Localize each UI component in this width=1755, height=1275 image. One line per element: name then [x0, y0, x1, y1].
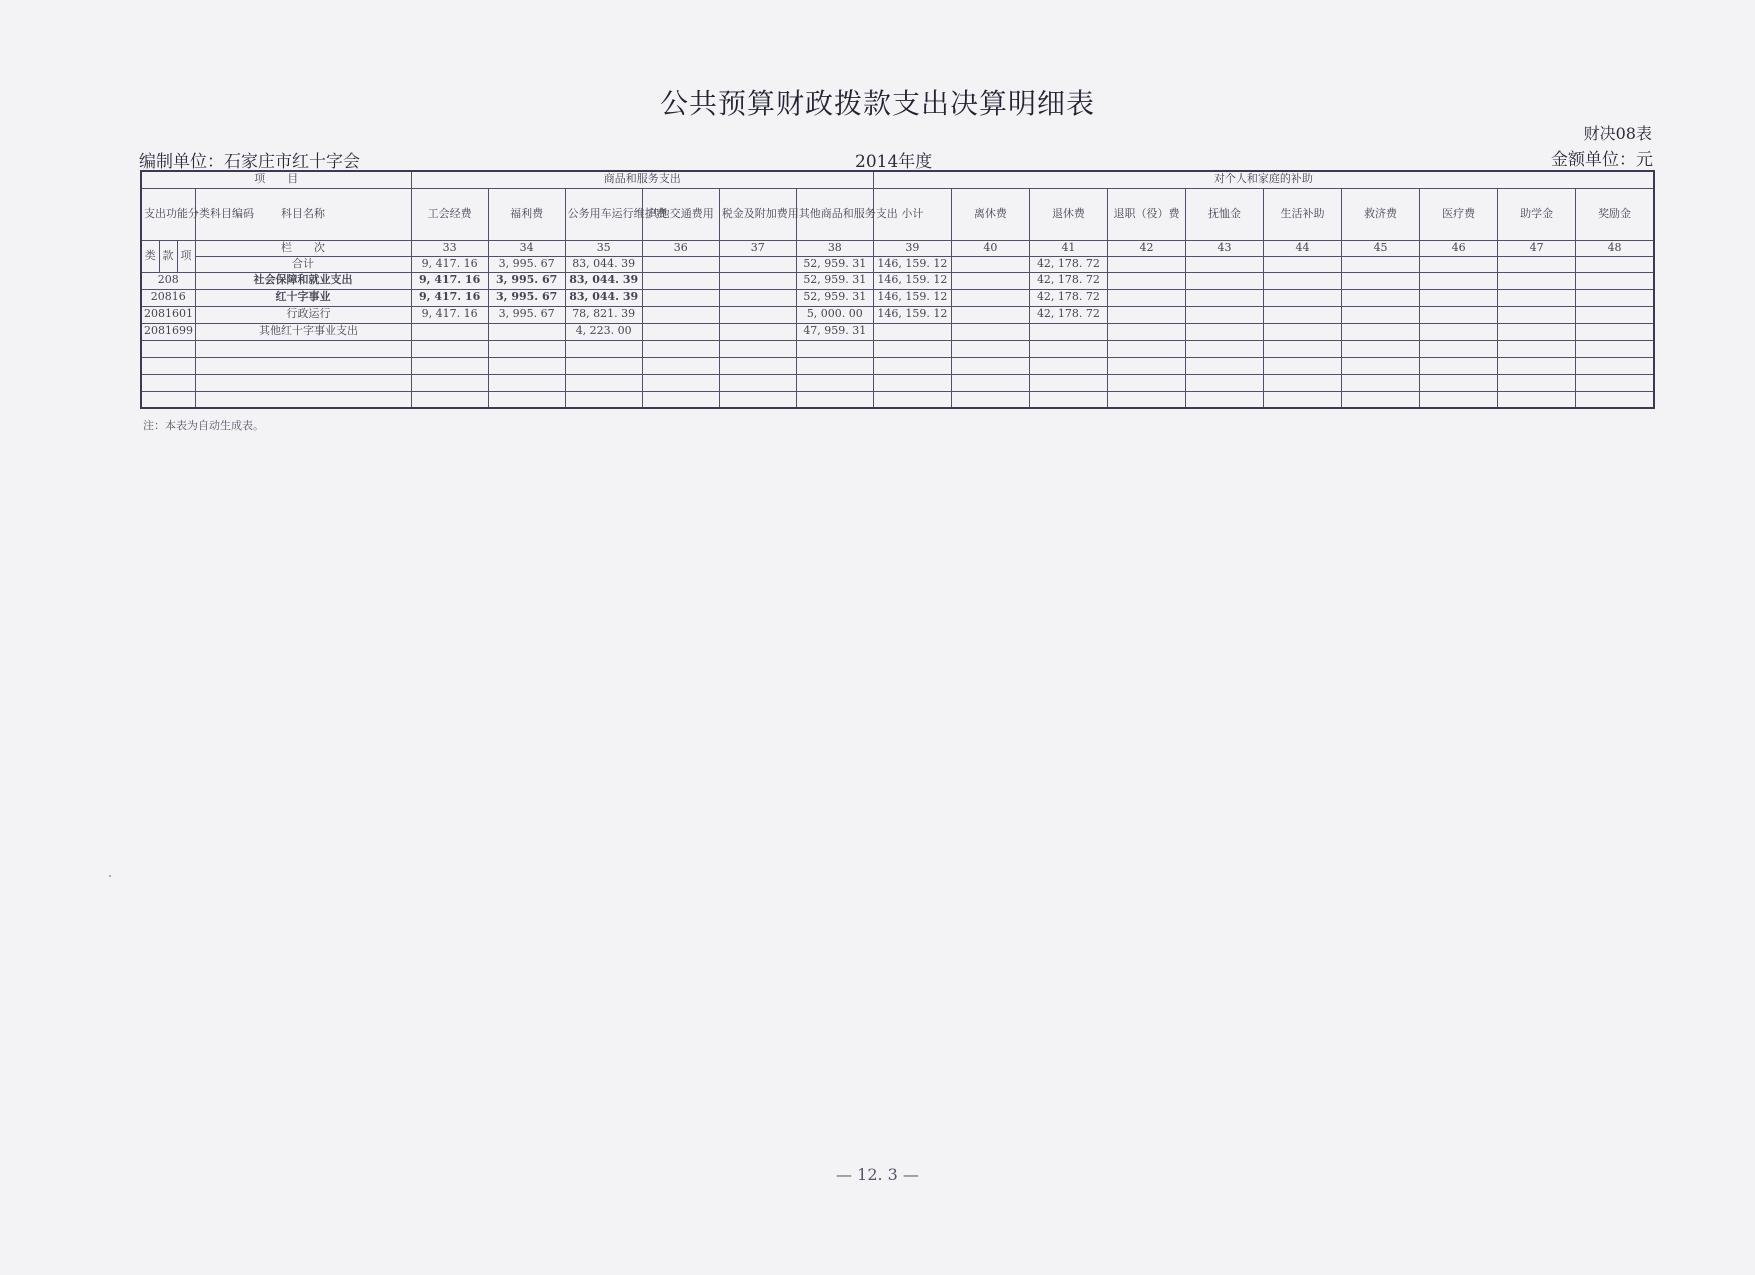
header-subsidy: 对个人和家庭的补助: [873, 171, 1654, 188]
cell-c41: [1029, 323, 1107, 340]
cell-c39: 146, 159. 12: [873, 306, 951, 323]
header-func-code: 支出功能分类科目编码: [141, 188, 195, 240]
cell-c35: 83, 044. 39: [565, 256, 642, 272]
header-col-subtotal: 小计: [873, 188, 951, 240]
col-number: 38: [796, 240, 873, 256]
row-code: 20816: [141, 289, 195, 306]
col-number: 41: [1029, 240, 1107, 256]
header-goods-services: 商品和服务支出: [411, 171, 873, 188]
cell-c38: 52, 959. 31: [796, 289, 873, 306]
col-number: 42: [1107, 240, 1185, 256]
cell-c39: 146, 159. 12: [873, 272, 951, 289]
cell-c33: [411, 323, 488, 340]
col-number: 46: [1420, 240, 1498, 256]
table-row-empty: [141, 374, 1654, 391]
header-subject-name: 科目名称: [195, 188, 411, 240]
row-code: 2081601: [141, 306, 195, 323]
header-col-resign: 退职（役）费: [1107, 188, 1185, 240]
header-col-union: 工会经费: [411, 188, 488, 240]
header-col-tax: 税金及附加费用: [719, 188, 796, 240]
cell-c34: 3, 995. 67: [488, 289, 565, 306]
header-col-medical: 医疗费: [1420, 188, 1498, 240]
cell-c35: 78, 821. 39: [565, 306, 642, 323]
compiling-unit: 编制单位：石家庄市红十字会: [139, 152, 360, 172]
header-kuan: 款: [159, 240, 177, 272]
cell-c41: 42, 178. 72: [1029, 256, 1107, 272]
table-row: [141, 323, 1654, 340]
row-name: 行政运行: [195, 306, 411, 323]
header-xiang: 项: [177, 240, 195, 272]
table-row-empty: [141, 357, 1654, 374]
col-number: 36: [642, 240, 719, 256]
col-number: 39: [873, 240, 951, 256]
cell-c41: 42, 178. 72: [1029, 272, 1107, 289]
header-lei: 类: [141, 240, 159, 272]
cell-c37: [719, 256, 796, 272]
cell-c34: 3, 995. 67: [488, 306, 565, 323]
cell-c39: [873, 323, 951, 340]
page-number: — 12. 3 —: [836, 1165, 919, 1184]
cell-c34: 3, 995. 67: [488, 272, 565, 289]
cell-c33: 9, 417. 16: [411, 306, 488, 323]
header-col-welfare: 福利费: [488, 188, 565, 240]
fiscal-year: 2014年度: [855, 152, 933, 172]
col-number: 40: [951, 240, 1029, 256]
cell-c33: 9, 417. 16: [411, 272, 488, 289]
col-number: 37: [719, 240, 796, 256]
row-code: 208: [141, 272, 195, 289]
header-col-retire-off: 离休费: [951, 188, 1029, 240]
col-number: 47: [1498, 240, 1576, 256]
row-name: 红十字事业: [195, 289, 411, 306]
table-row: [141, 306, 1654, 323]
cell-c36: [642, 256, 719, 272]
col-number: 45: [1342, 240, 1420, 256]
header-lanci: 栏 次: [195, 240, 411, 256]
table-total-row: [141, 256, 1654, 272]
cell-c34: [488, 323, 565, 340]
cell-c35: 4, 223. 00: [565, 323, 642, 340]
cell-c38: 52, 959. 31: [796, 256, 873, 272]
cell-c41: 42, 178. 72: [1029, 289, 1107, 306]
cell-c33: 9, 417. 16: [411, 256, 488, 272]
cell-c39: 146, 159. 12: [873, 256, 951, 272]
amount-unit: 金额单位：元: [1551, 150, 1653, 170]
col-number: 43: [1185, 240, 1263, 256]
form-number: 财决08表: [1583, 124, 1652, 143]
table-row-empty: [141, 391, 1654, 408]
header-col-other-goods: 其他商品和服务支出: [796, 188, 873, 240]
cell-c41: 42, 178. 72: [1029, 306, 1107, 323]
table-row: [141, 272, 1654, 289]
cell-c33: 9, 417. 16: [411, 289, 488, 306]
cell-c39: 146, 159. 12: [873, 289, 951, 306]
col-number: 34: [488, 240, 565, 256]
header-col-living: 生活补助: [1264, 188, 1342, 240]
row-code: 2081699: [141, 323, 195, 340]
header-col-pension: 抚恤金: [1185, 188, 1263, 240]
row-name: 社会保障和就业支出: [195, 272, 411, 289]
header-col-award: 奖励金: [1576, 188, 1654, 240]
col-number: 35: [565, 240, 642, 256]
expenditure-table: [140, 170, 1655, 409]
cell-c40: [951, 256, 1029, 272]
cell-c38: 52, 959. 31: [796, 272, 873, 289]
row-name: 其他红十字事业支出: [195, 323, 411, 340]
cell-c34: 3, 995. 67: [488, 256, 565, 272]
header-col-retire: 退休费: [1029, 188, 1107, 240]
table-row: [141, 289, 1654, 306]
cell-c35: 83, 044. 39: [565, 272, 642, 289]
cell-c35: 83, 044. 39: [565, 289, 642, 306]
cell-c38: 5, 000. 00: [796, 306, 873, 323]
col-number: 44: [1264, 240, 1342, 256]
header-col-student: 助学金: [1498, 188, 1576, 240]
col-number: 48: [1576, 240, 1654, 256]
header-col-transport: 其他交通费用: [642, 188, 719, 240]
header-col-vehicle: 公务用车运行维护费: [565, 188, 642, 240]
table-note: 注：本表为自动生成表。: [143, 419, 264, 432]
total-label: 合计: [195, 256, 411, 272]
cell-c38: 47, 959. 31: [796, 323, 873, 340]
table-row-empty: [141, 340, 1654, 357]
col-number: 33: [411, 240, 488, 256]
page-title: 公共预算财政拨款支出决算明细表: [659, 87, 1095, 120]
header-project: 项 目: [141, 171, 411, 188]
scan-speck: [109, 875, 111, 877]
header-col-relief: 救济费: [1342, 188, 1420, 240]
